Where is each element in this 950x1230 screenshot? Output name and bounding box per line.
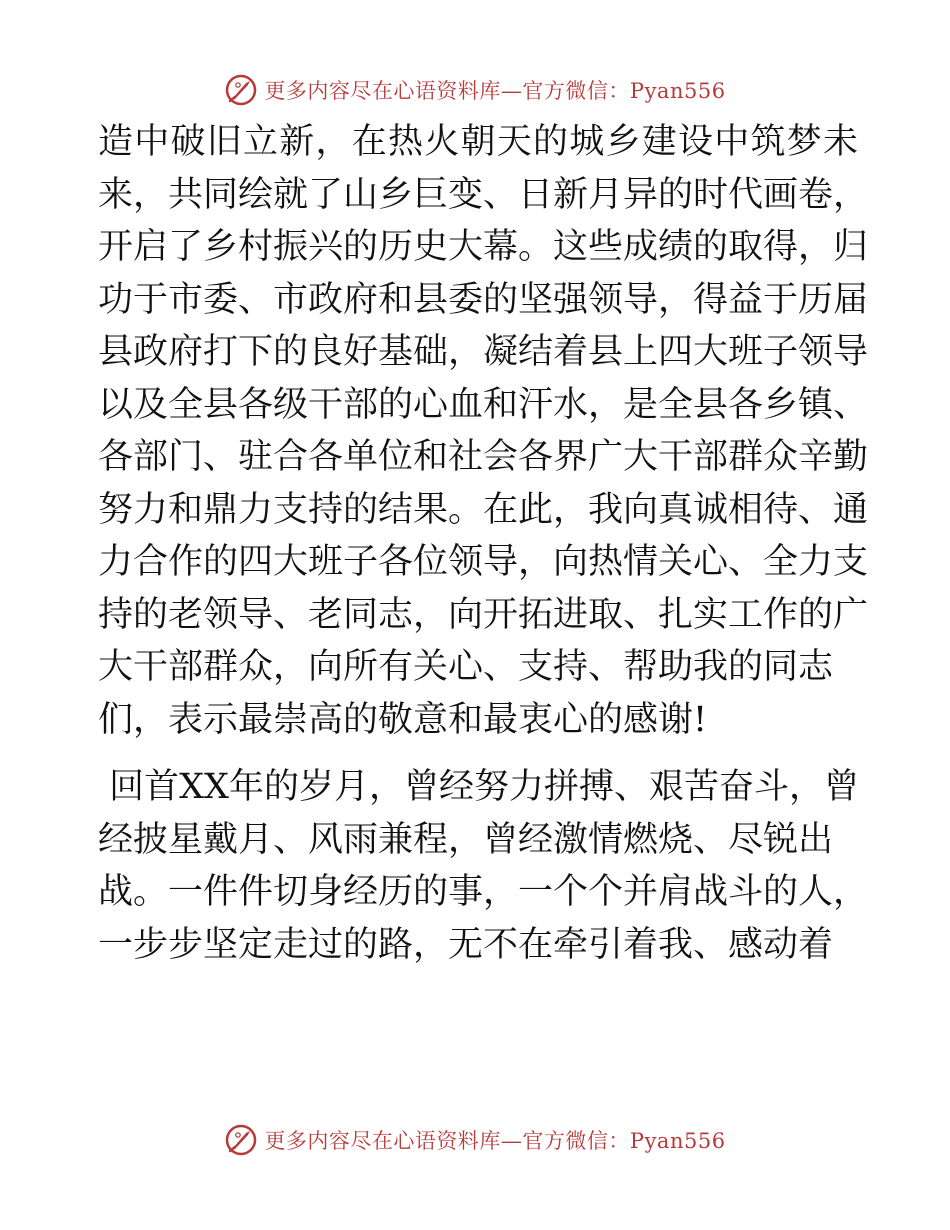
text-line: 各部门、驻合各单位和社会各界广大干部群众辛勤: [98, 437, 869, 477]
text-line: 县政府打下的良好基础，凝结着县上四大班子领导: [98, 332, 869, 372]
text-line: 以及全县各级干部的心血和汗水，是全县各乡镇、: [98, 384, 869, 425]
text-line: 们，表示最崇高的敬意和最衷心的感谢!: [98, 699, 708, 740]
text-line: 努力和鼎力支持的结果。在此，我向真诚相待、通: [98, 489, 869, 530]
paragraph-1: [98, 116, 869, 746]
text-line: 开启了乡村振兴的历史大幕。这些成绩的取得，归: [98, 227, 869, 267]
text-line: 一步步坚定走过的路，无不在牵引着我、感动着: [98, 924, 834, 965]
text-line: 功于市委、市政府和县委的坚强领导，得益于历届: [98, 279, 869, 320]
footer-banner: [0, 1120, 950, 1160]
document-body: [98, 116, 869, 971]
text-line: 来，共同绘就了山乡巨变、日新月异的时代画卷，: [98, 174, 869, 215]
quill-logo-icon: [224, 1123, 258, 1157]
header-banner-text: 更多内容尽在心语资料库—官方微信：Pyan556: [264, 79, 726, 103]
text-line: 回首XX年的岁月，曾经努力拼搏、艰苦奋斗，曾: [98, 767, 859, 807]
text-line: 持的老领导、老同志，向开拓进取、扎实工作的广: [98, 594, 869, 635]
header-banner: [0, 70, 950, 110]
text-line: 战。一件件切身经历的事，一个个并肩战斗的人，: [98, 872, 869, 912]
text-line: 力合作的四大班子各位领导，向热情关心、全力支: [98, 542, 869, 582]
paragraph-2: [98, 761, 869, 971]
text-line: 大干部群众，向所有关心、支持、帮助我的同志: [98, 647, 834, 687]
text-line: 造中破旧立新，在热火朝天的城乡建设中筑梦未: [98, 122, 858, 162]
footer-banner-text: 更多内容尽在心语资料库—官方微信：Pyan556: [264, 1129, 726, 1153]
text-line: 经披星戴月、风雨兼程，曾经激情燃烧、尽锐出: [98, 819, 834, 860]
quill-logo-icon: [224, 73, 258, 107]
